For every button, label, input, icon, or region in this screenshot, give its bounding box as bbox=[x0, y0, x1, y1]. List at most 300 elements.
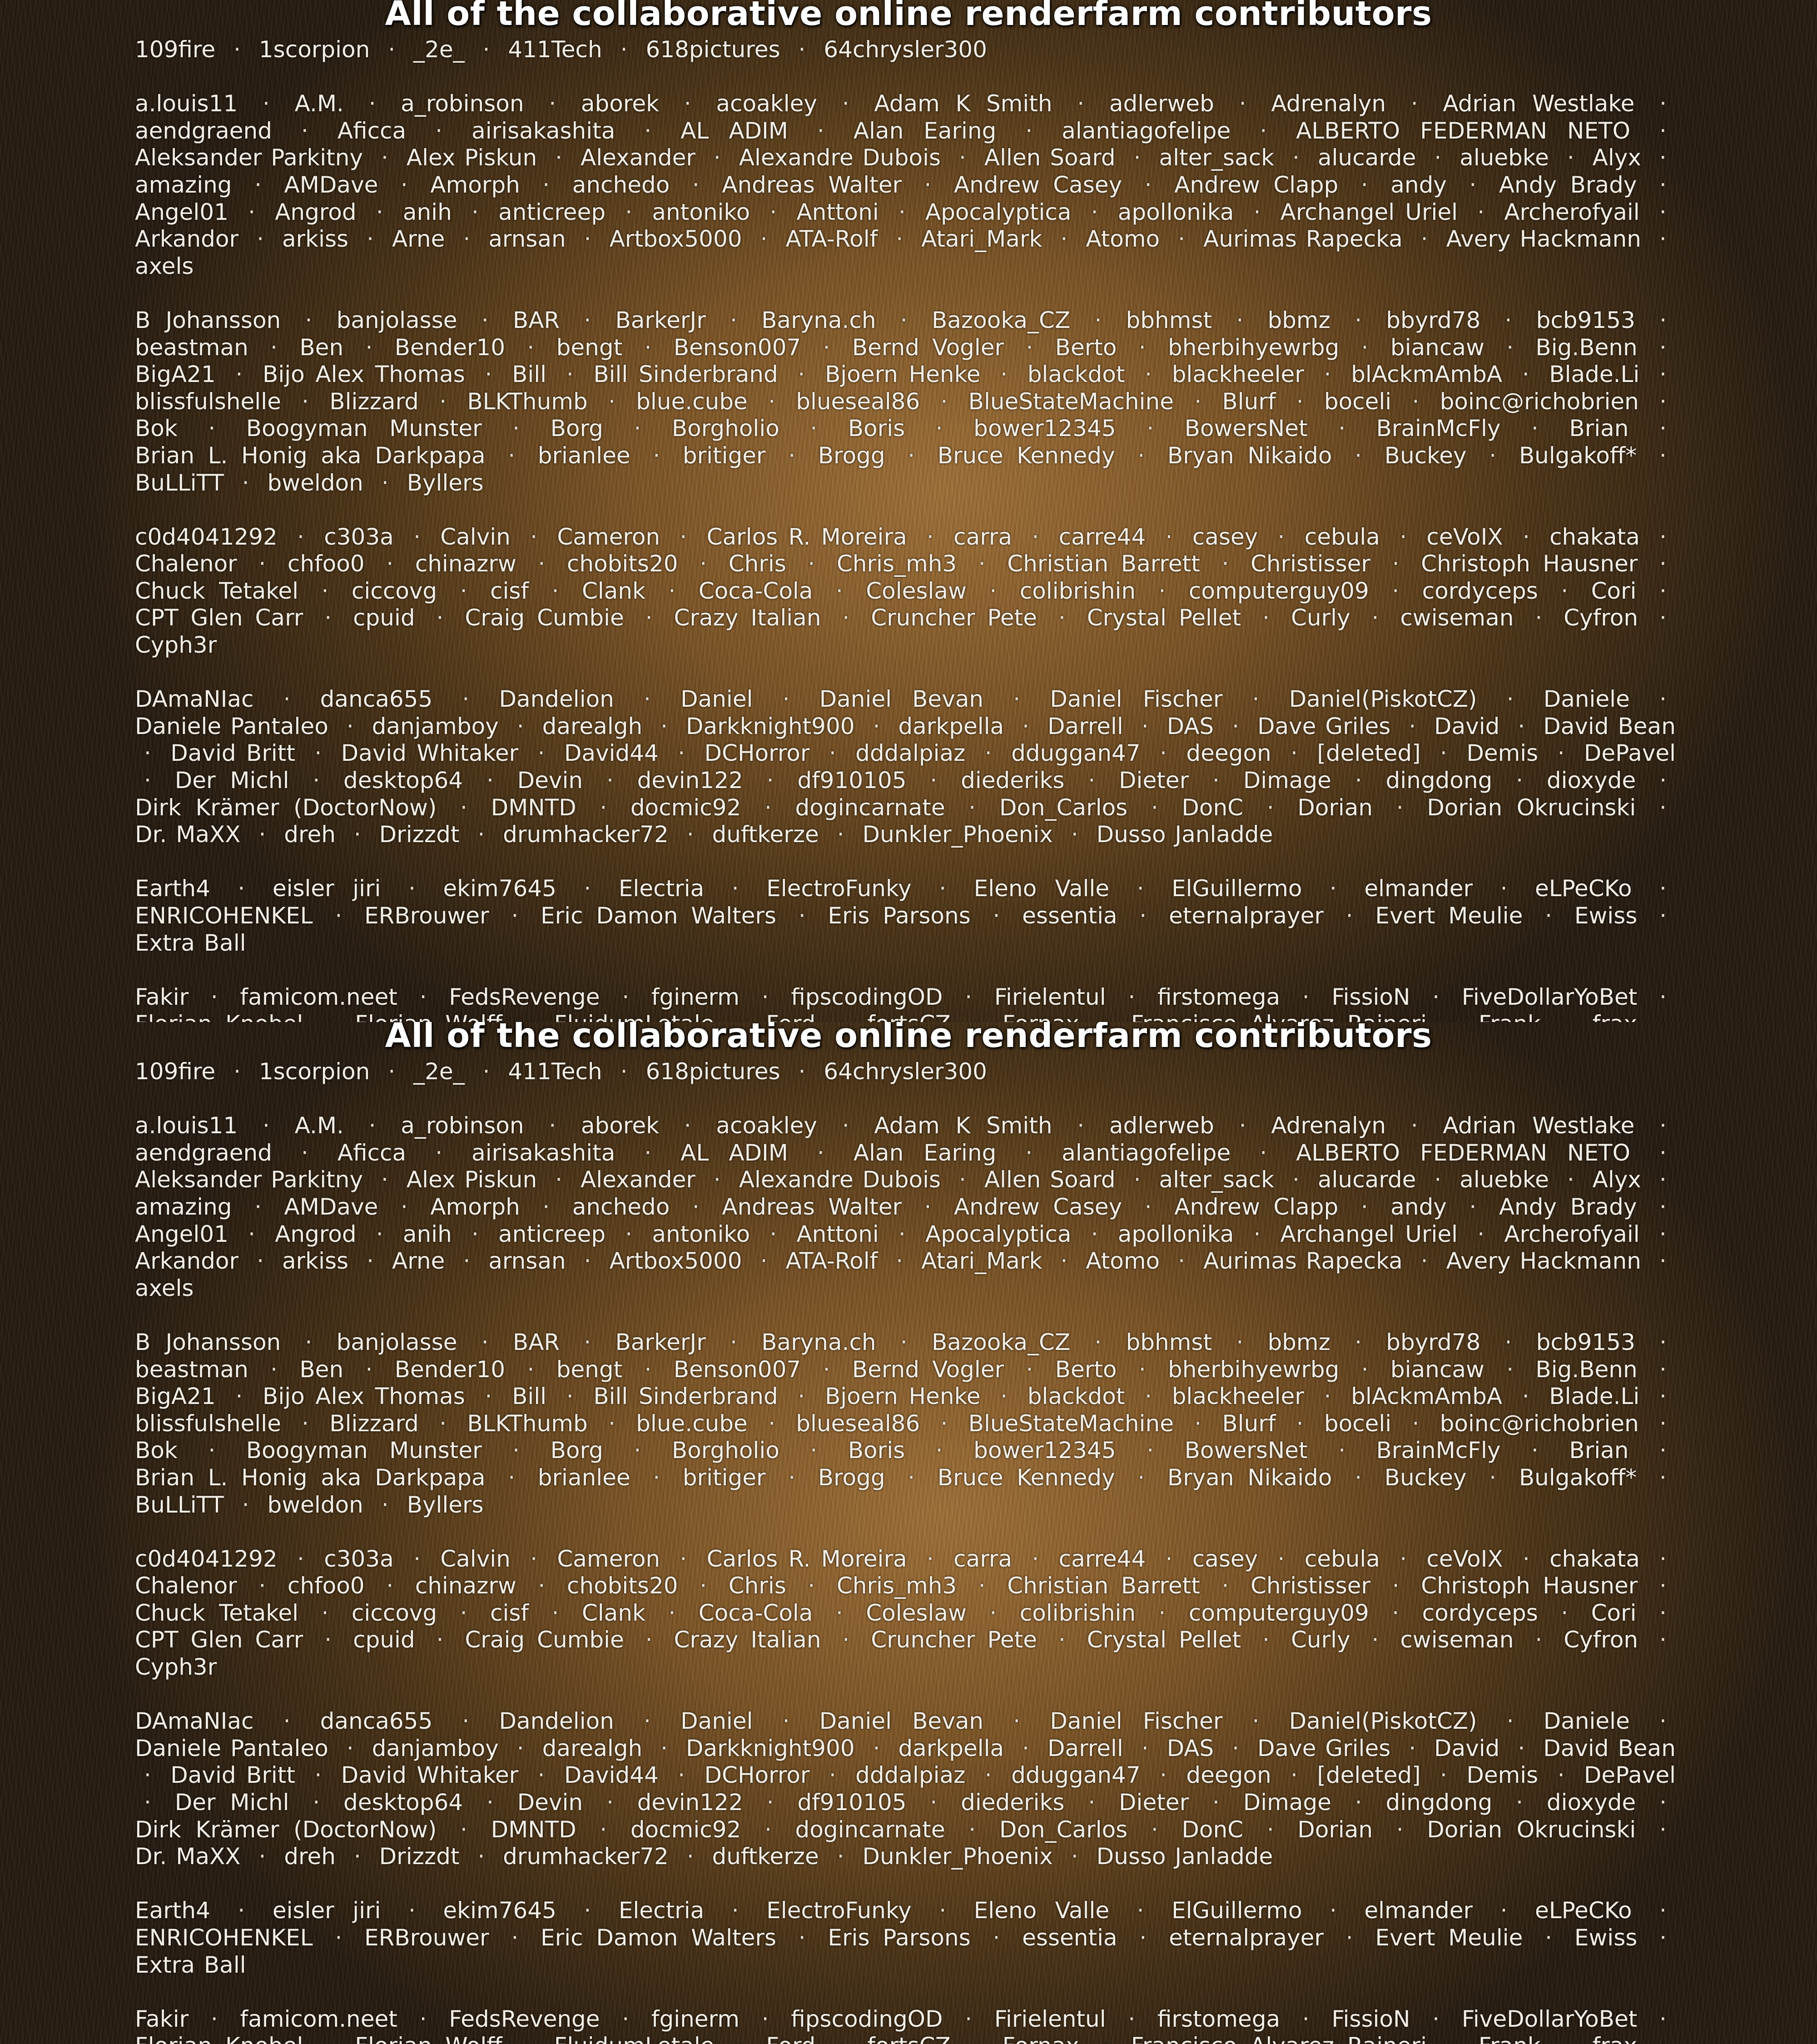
separator-dot: · bbox=[984, 1925, 1009, 1951]
contributor-name: [deleted] bbox=[1317, 1762, 1420, 1788]
separator-dot: · bbox=[808, 1140, 834, 1166]
contributor-name: boinc@richobrien bbox=[1440, 388, 1639, 415]
contributor-name: anchedo bbox=[572, 172, 670, 198]
contributor-name: dioxyde bbox=[1547, 1789, 1636, 1816]
separator-dot: · bbox=[356, 334, 382, 361]
contributor-name: Angrod bbox=[275, 1221, 356, 1247]
separator-dot: · bbox=[248, 226, 273, 252]
separator-dot: · bbox=[199, 1437, 224, 1464]
separator-dot: · bbox=[1650, 199, 1676, 225]
contributor-name: Aficca bbox=[338, 118, 406, 144]
contributor-name: Cori bbox=[1591, 578, 1637, 604]
contributor-name: Bernd Vogler bbox=[852, 1356, 1004, 1383]
separator-dot: · bbox=[1283, 1166, 1309, 1193]
separator-dot: · bbox=[1119, 2006, 1144, 2032]
contributor-name: B Johansson bbox=[135, 1329, 281, 1355]
separator-dot: · bbox=[1230, 90, 1256, 117]
contributor-name: Crystal Pellet bbox=[1087, 605, 1241, 631]
separator-dot: · bbox=[1137, 415, 1163, 442]
separator-dot: · bbox=[1251, 118, 1276, 144]
separator-dot: · bbox=[575, 307, 600, 333]
separator-dot: · bbox=[635, 1356, 661, 1383]
separator-dot: · bbox=[261, 1356, 287, 1383]
separator-dot: · bbox=[827, 1600, 852, 1626]
contributor-name: Aleksander Parkitny bbox=[135, 1166, 363, 1193]
separator-dot: · bbox=[799, 1573, 824, 1599]
contributor-name: Extra Ball bbox=[135, 1952, 246, 1978]
separator-dot: · bbox=[367, 199, 392, 225]
separator-dot: · bbox=[956, 984, 981, 1010]
contributor-name: David Britt bbox=[170, 1762, 295, 1788]
separator-dot: · bbox=[313, 578, 338, 604]
contributor-name: Firielentul bbox=[994, 2006, 1106, 2032]
separator-dot: · bbox=[1345, 307, 1371, 333]
contributor-name: Chris_mh3 bbox=[837, 1573, 957, 1599]
contributor-name: devin122 bbox=[637, 1789, 743, 1816]
separator-dot: · bbox=[789, 361, 814, 387]
separator-dot: · bbox=[1085, 1329, 1111, 1355]
separator-dot: · bbox=[760, 199, 786, 225]
contributor-name: colibrishin bbox=[1020, 578, 1136, 604]
separator-dot: · bbox=[233, 1492, 258, 1518]
separator-dot: · bbox=[274, 1708, 300, 1734]
separator-dot: · bbox=[1491, 875, 1517, 902]
contributor-name: Boogyman Munster bbox=[246, 415, 482, 442]
separator-dot: · bbox=[723, 1897, 748, 1924]
contributor-name: alter_sack bbox=[1159, 144, 1274, 171]
separator-dot: · bbox=[1345, 1329, 1371, 1355]
contributor-name: A.M. bbox=[295, 90, 344, 117]
separator-dot: · bbox=[326, 1925, 351, 1951]
separator-dot: · bbox=[1150, 578, 1175, 604]
separator-dot: · bbox=[1496, 307, 1521, 333]
separator-dot: · bbox=[226, 361, 252, 387]
contributor-name: ATA-Rolf bbox=[785, 226, 878, 252]
contributor-name: Daniel Fischer bbox=[1050, 1708, 1222, 1734]
contributor-name: Dusso Janladde bbox=[1097, 821, 1273, 848]
separator-dot: · bbox=[1650, 1816, 1676, 1843]
contributor-name: Demis bbox=[1466, 740, 1538, 766]
contributor-name: Dimage bbox=[1243, 767, 1331, 794]
contributor-name: diederiks bbox=[961, 1789, 1064, 1816]
contributor-name: Dr. MaXX bbox=[135, 1843, 241, 1870]
contributor-name: apollonika bbox=[1118, 1221, 1234, 1247]
separator-dot: · bbox=[1650, 90, 1676, 117]
contributor-name: darealgh bbox=[542, 713, 643, 739]
contributor-name: Darkknight900 bbox=[686, 713, 855, 739]
separator-dot: · bbox=[956, 2006, 981, 2032]
contributor-name: FiveDollarYoBet bbox=[1462, 984, 1638, 1010]
separator-dot: · bbox=[476, 361, 501, 387]
contributor-name: David44 bbox=[564, 1762, 659, 1788]
contributor-name: antoniko bbox=[652, 199, 750, 225]
separator-dot: · bbox=[1650, 1627, 1676, 1653]
contributor-name: BarkerJr bbox=[615, 1329, 705, 1355]
contributor-name: bbhmst bbox=[1126, 1329, 1212, 1355]
contributor-name: Blurf bbox=[1222, 1410, 1276, 1437]
separator-dot: · bbox=[502, 903, 527, 929]
separator-dot: · bbox=[502, 1925, 527, 1951]
contributor-name: Dave Griles bbox=[1257, 1735, 1390, 1761]
separator-dot: · bbox=[721, 1329, 746, 1355]
contributor-name: beastman bbox=[135, 334, 248, 361]
contributor-name: Dusso Janladde bbox=[1097, 1843, 1273, 1870]
contributor-name: colibrishin bbox=[1020, 1600, 1136, 1626]
contributor-name: Arne bbox=[392, 226, 445, 252]
contributor-name: Calvin bbox=[440, 524, 511, 550]
separator-dot: · bbox=[1650, 794, 1676, 821]
contributor-name: Dorian Okrucinski bbox=[1427, 1816, 1636, 1843]
separator-dot: · bbox=[345, 1843, 370, 1870]
contributor-name: 109fire bbox=[135, 36, 215, 63]
separator-dot: · bbox=[508, 1735, 533, 1761]
contributor-name: anticreep bbox=[498, 1221, 606, 1247]
contributor-name: Daniele Pantaleo bbox=[135, 1735, 328, 1761]
separator-dot: · bbox=[1400, 1735, 1425, 1761]
separator-dot: · bbox=[1650, 551, 1676, 577]
separator-dot: · bbox=[969, 1573, 995, 1599]
separator-dot: · bbox=[1480, 442, 1505, 469]
contributor-name: casey bbox=[1192, 1546, 1258, 1572]
separator-dot: · bbox=[239, 1221, 264, 1247]
contributor-name: BlueStateMachine bbox=[968, 388, 1174, 415]
contributor-name: BrainMcFly bbox=[1376, 1437, 1501, 1464]
separator-dot: · bbox=[625, 1437, 650, 1464]
separator-dot: · bbox=[1514, 1546, 1539, 1572]
separator-dot: · bbox=[1423, 2006, 1449, 2032]
separator-dot: · bbox=[508, 713, 533, 739]
separator-dot: · bbox=[454, 226, 479, 252]
separator-dot: · bbox=[1650, 875, 1676, 902]
separator-dot: · bbox=[669, 740, 694, 766]
contributor-name: Apocalyptica bbox=[925, 1221, 1072, 1247]
contributor-name: DCHorror bbox=[705, 740, 810, 766]
contributor-name: essentia bbox=[1022, 903, 1117, 929]
contributor-name: Coca-Cola bbox=[699, 578, 813, 604]
separator-dot: · bbox=[451, 794, 477, 821]
separator-dot: · bbox=[575, 1248, 601, 1274]
contributor-name: ALBERTO FEDERMAN NETO bbox=[1296, 118, 1630, 144]
contributor-name: Eleno Valle bbox=[974, 875, 1110, 902]
contributor-name: Daniel Fischer bbox=[1050, 686, 1222, 712]
separator-dot: · bbox=[1243, 686, 1269, 712]
contributor-name: adlerweb bbox=[1109, 90, 1214, 117]
contributor-name: Cameron bbox=[557, 524, 660, 550]
separator-dot: · bbox=[1269, 1546, 1294, 1572]
contributor-name: BigA21 bbox=[135, 361, 216, 387]
contributor-name: AL ADIM bbox=[680, 118, 788, 144]
separator-dot: · bbox=[1130, 903, 1156, 929]
contributor-name: bweldon bbox=[268, 470, 363, 496]
separator-dot: · bbox=[659, 578, 685, 604]
separator-dot: · bbox=[651, 713, 677, 739]
separator-dot: · bbox=[779, 1464, 804, 1491]
contributor-name: danjamboy bbox=[372, 1735, 499, 1761]
separator-dot: · bbox=[1169, 226, 1194, 252]
contributor-name: Dieter bbox=[1119, 767, 1189, 794]
separator-dot: · bbox=[921, 1789, 946, 1816]
separator-dot: · bbox=[891, 1329, 917, 1355]
contributor-name: Eleno Valle bbox=[974, 1897, 1110, 1924]
separator-dot: · bbox=[683, 172, 709, 198]
contributor-name: Allen Soard bbox=[984, 144, 1116, 171]
contributor-name: elmander bbox=[1364, 875, 1473, 902]
separator-dot: · bbox=[1130, 1925, 1156, 1951]
separator-dot: · bbox=[540, 90, 565, 117]
separator-dot: · bbox=[477, 767, 503, 794]
contributor-name: Craig Cumbie bbox=[465, 605, 624, 631]
separator-dot: · bbox=[1346, 1789, 1371, 1816]
separator-dot: · bbox=[1650, 334, 1676, 361]
separator-dot: · bbox=[969, 551, 995, 577]
contributor-name: Daniele bbox=[1544, 686, 1630, 712]
separator-dot: · bbox=[1650, 903, 1676, 929]
contributor-name: df910105 bbox=[797, 1789, 906, 1816]
contributor-name: Borgholio bbox=[672, 1437, 779, 1464]
contributor-name: c303a bbox=[324, 1546, 394, 1572]
separator-dot: · bbox=[827, 578, 852, 604]
contributor-name: Electria bbox=[619, 875, 704, 902]
separator-dot: · bbox=[1223, 713, 1248, 739]
contributor-name: Bulgakoff* bbox=[1519, 442, 1637, 469]
separator-dot: · bbox=[1412, 1248, 1437, 1274]
contributor-name: Earth4 bbox=[135, 875, 210, 902]
contributor-name: axels bbox=[135, 1275, 194, 1301]
contributor-name: Brogg bbox=[818, 442, 885, 469]
contributor-name: arkiss bbox=[282, 226, 348, 252]
separator-dot: · bbox=[379, 1058, 404, 1085]
separator-dot: · bbox=[1258, 794, 1283, 821]
contributor-name: Bruce Kennedy bbox=[938, 442, 1115, 469]
separator-dot: · bbox=[453, 686, 478, 712]
contributor-name: Curly bbox=[1291, 605, 1350, 631]
separator-dot: · bbox=[377, 1573, 402, 1599]
contributor-name: Dandelion bbox=[499, 1708, 614, 1734]
contributor-name: Don_Carlos bbox=[999, 1816, 1127, 1843]
separator-dot: · bbox=[249, 821, 275, 848]
contributor-name: chobits20 bbox=[567, 1573, 678, 1599]
contributor-name: Baryna.ch bbox=[761, 1329, 876, 1355]
separator-dot: · bbox=[476, 1383, 501, 1409]
separator-dot: · bbox=[1362, 605, 1388, 631]
separator-dot: · bbox=[1522, 1437, 1548, 1464]
contributor-name: Apocalyptica bbox=[925, 199, 1072, 225]
credits-title: All of the collaborative online renderfarm contributors bbox=[0, 0, 1817, 35]
contributor-name: BuLLiTT bbox=[135, 470, 224, 496]
contributor-name: axels bbox=[135, 253, 194, 279]
separator-dot: · bbox=[1079, 1789, 1104, 1816]
separator-dot: · bbox=[991, 1383, 1017, 1409]
contributor-name: ERBrouwer bbox=[364, 1925, 489, 1951]
contributor-name: fipscodingOD bbox=[791, 984, 943, 1010]
contributor-name: [deleted] bbox=[1317, 740, 1420, 766]
separator-dot: · bbox=[828, 1843, 854, 1870]
separator-dot: · bbox=[1383, 1573, 1409, 1599]
separator-dot: · bbox=[1650, 1166, 1676, 1193]
contributor-name: Earth4 bbox=[135, 1897, 210, 1924]
contributor-name: ekim7645 bbox=[443, 1897, 556, 1924]
separator-dot: · bbox=[1130, 334, 1155, 361]
contributor-name: Daniel bbox=[680, 686, 753, 712]
separator-dot: · bbox=[591, 1816, 616, 1843]
contributor-name: biancaw bbox=[1390, 1356, 1484, 1383]
separator-dot: · bbox=[980, 1600, 1006, 1626]
separator-dot: · bbox=[426, 1140, 452, 1166]
separator-dot: · bbox=[1390, 1546, 1416, 1572]
contributor-name: dingdong bbox=[1386, 1789, 1493, 1816]
contributor-name: DAS bbox=[1167, 1735, 1214, 1761]
separator-dot: · bbox=[670, 524, 696, 550]
separator-dot: · bbox=[249, 1573, 275, 1599]
contributor-name: darkpella bbox=[898, 713, 1004, 739]
contributor-name: cisf bbox=[490, 1600, 529, 1626]
separator-dot: · bbox=[616, 199, 641, 225]
contributor-name: Clank bbox=[582, 578, 645, 604]
separator-dot: · bbox=[135, 740, 160, 766]
contributor-name: Anttoni bbox=[796, 199, 879, 225]
separator-dot: · bbox=[356, 1356, 382, 1383]
separator-dot: · bbox=[379, 36, 404, 63]
separator-dot: · bbox=[288, 1546, 313, 1572]
contributor-name: dddalpiaz bbox=[855, 1762, 965, 1788]
separator-dot: · bbox=[1345, 442, 1371, 469]
contributor-name: Coleslaw bbox=[866, 578, 967, 604]
separator-dot: · bbox=[468, 1843, 494, 1870]
separator-dot: · bbox=[1650, 1573, 1676, 1599]
separator-dot: · bbox=[1016, 118, 1042, 144]
separator-dot: · bbox=[828, 821, 854, 848]
contributor-name: carre44 bbox=[1059, 524, 1146, 550]
separator-dot: · bbox=[636, 1627, 662, 1653]
contributor-name: Carlos R. Moreira bbox=[707, 1546, 907, 1572]
contributor-name: Chalenor bbox=[135, 551, 237, 577]
separator-dot: · bbox=[1245, 199, 1270, 225]
separator-dot: · bbox=[518, 1356, 543, 1383]
contributor-name: cwiseman bbox=[1400, 605, 1514, 631]
contributor-name: Brian L. Honig aka Darkpapa bbox=[135, 1464, 486, 1491]
separator-dot: · bbox=[1230, 1112, 1256, 1139]
contributor-name: Archangel Uriel bbox=[1281, 199, 1458, 225]
separator-dot: · bbox=[976, 740, 1001, 766]
contributor-name: essentia bbox=[1022, 1925, 1117, 1951]
separator-dot: · bbox=[1203, 767, 1229, 794]
contributor-name: Andy Brady bbox=[1499, 1194, 1637, 1220]
contributor-name: FedsRevenge bbox=[449, 2006, 600, 2032]
contributor-name: danca655 bbox=[320, 686, 433, 712]
contributor-name: David Whitaker bbox=[341, 1762, 519, 1788]
contributor-name: arnsan bbox=[488, 226, 566, 252]
contributor-name: Artbox5000 bbox=[610, 226, 742, 252]
contributor-name: Chris bbox=[729, 551, 786, 577]
separator-dot: · bbox=[430, 388, 456, 415]
contributor-name: c0d4041292 bbox=[135, 1546, 278, 1572]
contributor-name: Adrenalyn bbox=[1271, 90, 1386, 117]
separator-dot: · bbox=[599, 388, 625, 415]
contributor-name: bcb9153 bbox=[1536, 307, 1635, 333]
separator-dot: · bbox=[833, 1627, 859, 1653]
contributor-name: blissfulshelle bbox=[135, 388, 281, 415]
contributor-name: firstomega bbox=[1157, 984, 1280, 1010]
separator-dot: · bbox=[1650, 524, 1676, 550]
separator-dot: · bbox=[760, 1221, 786, 1247]
separator-dot: · bbox=[1403, 1410, 1428, 1437]
contributor-name: desktop64 bbox=[343, 767, 463, 794]
separator-dot: · bbox=[1051, 226, 1077, 252]
separator-dot: · bbox=[1287, 388, 1313, 415]
separator-dot: · bbox=[1352, 1194, 1377, 1220]
contributor-name: Christian Barrett bbox=[1007, 1573, 1200, 1599]
contributor-name: BAR bbox=[513, 307, 560, 333]
contributor-name: DAS bbox=[1167, 713, 1214, 739]
contributor-name: bengt bbox=[556, 1356, 623, 1383]
contributor-name: Bazooka_CZ bbox=[932, 1329, 1070, 1355]
separator-dot: · bbox=[135, 767, 160, 794]
contributor-name: Darkknight900 bbox=[686, 1735, 855, 1761]
separator-dot: · bbox=[1283, 144, 1309, 171]
separator-dot: · bbox=[303, 1789, 329, 1816]
separator-dot: · bbox=[472, 307, 498, 333]
separator-dot: · bbox=[1558, 1166, 1584, 1193]
contributor-name: bbyrd78 bbox=[1386, 307, 1480, 333]
separator-dot: · bbox=[635, 1708, 660, 1734]
contributor-name: firstomega bbox=[1157, 2006, 1280, 2032]
contributor-name: Benson007 bbox=[674, 1356, 801, 1383]
contributor-name: aendgraend bbox=[135, 118, 272, 144]
separator-dot: · bbox=[1650, 1221, 1676, 1247]
separator-dot: · bbox=[635, 118, 660, 144]
separator-dot: · bbox=[1390, 524, 1416, 550]
contributor-name: Alan Earing bbox=[854, 1140, 997, 1166]
contributor-name: alantiagofelipe bbox=[1062, 118, 1231, 144]
separator-dot: · bbox=[1128, 442, 1154, 469]
separator-dot: · bbox=[293, 388, 318, 415]
contributor-name: cebula bbox=[1305, 1546, 1380, 1572]
separator-dot: · bbox=[1245, 1221, 1270, 1247]
contributor-name: Alexander bbox=[581, 1166, 695, 1193]
separator-dot: · bbox=[245, 172, 271, 198]
separator-dot: · bbox=[930, 1897, 955, 1924]
separator-dot: · bbox=[678, 1843, 703, 1870]
contributor-name: Archerofyail bbox=[1504, 1221, 1639, 1247]
contributor-name: blackdot bbox=[1028, 1383, 1125, 1409]
separator-dot: · bbox=[799, 551, 824, 577]
contributor-name: Evert Meulie bbox=[1375, 1925, 1523, 1951]
contributor-name: AL ADIM bbox=[680, 1140, 788, 1166]
separator-dot: · bbox=[976, 1762, 1001, 1788]
separator-dot: · bbox=[1085, 307, 1111, 333]
contributor-name: Big.Benn bbox=[1535, 1356, 1637, 1383]
contributor-name: cisf bbox=[490, 578, 529, 604]
contributor-name: FiveDollarYoBet bbox=[1462, 2006, 1638, 2032]
separator-dot: · bbox=[991, 361, 1017, 387]
separator-dot: · bbox=[1650, 1897, 1676, 1924]
contributor-name: drumhacker72 bbox=[503, 821, 669, 848]
separator-dot: · bbox=[759, 1410, 784, 1437]
contributor-name: 618pictures bbox=[645, 36, 780, 63]
separator-dot: · bbox=[357, 226, 383, 252]
separator-dot: · bbox=[529, 551, 554, 577]
separator-dot: · bbox=[1650, 1383, 1676, 1409]
separator-dot: · bbox=[1157, 1546, 1182, 1572]
contributor-name: aborek bbox=[581, 1112, 659, 1139]
separator-dot: · bbox=[477, 1789, 503, 1816]
contributor-name: amazing bbox=[135, 172, 232, 198]
contributor-name: eisler jiri bbox=[273, 1897, 381, 1924]
separator-dot: · bbox=[345, 821, 370, 848]
contributor-name: deegon bbox=[1186, 1762, 1271, 1788]
contributor-name: Artbox5000 bbox=[610, 1248, 742, 1274]
contributor-name: Bryan Nikaido bbox=[1167, 442, 1332, 469]
